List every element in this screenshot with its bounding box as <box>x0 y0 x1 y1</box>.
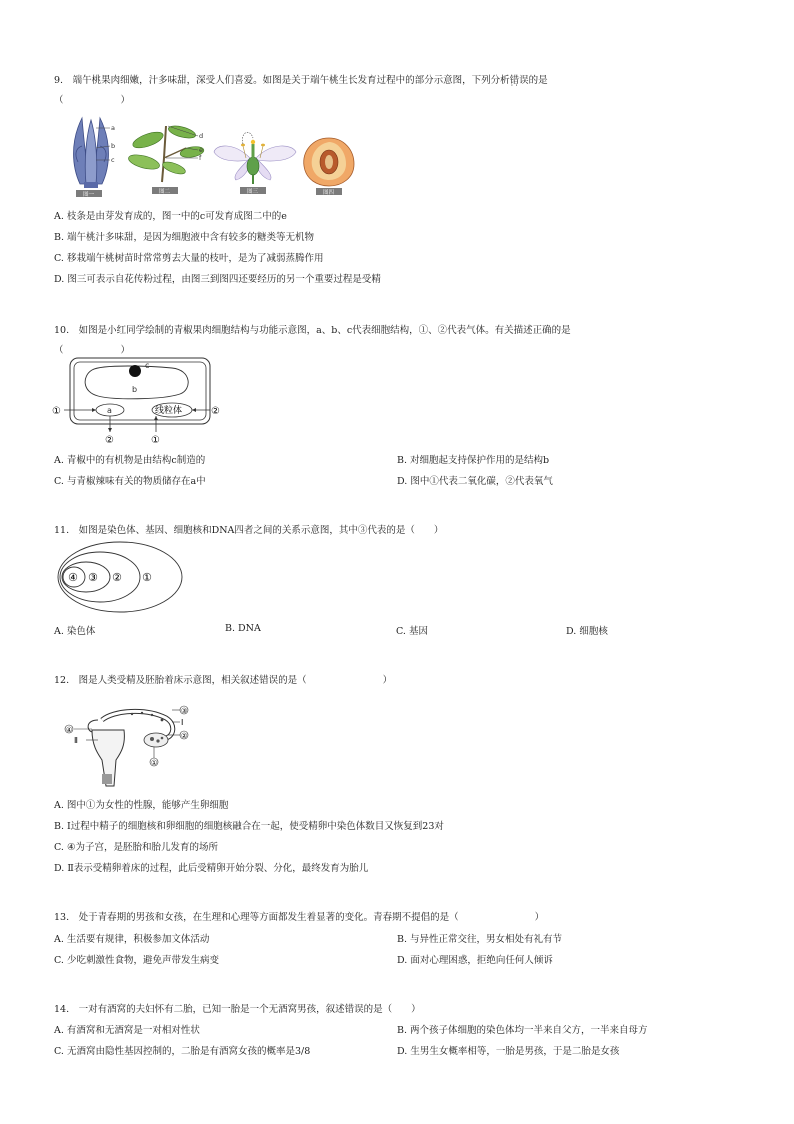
q13-option-d[interactable]: D. 面对心理困惑，拒绝向任何人倾诉 <box>397 955 553 966</box>
q10-answer-paren: （ ） <box>54 345 131 356</box>
fig2-caption: 图二 <box>159 189 171 195</box>
q10-label-mitochondria: 线粒体 <box>155 406 183 416</box>
q12-option-d[interactable]: D. Ⅱ表示受精卵着床的过程，此后受精卵开始分裂、分化，最终发育为胎儿 <box>54 863 369 874</box>
q10-option-a[interactable]: A. 青椒中的有机物是由结构c制造的 <box>54 455 206 466</box>
q12-stem: 12. 图是人类受精及胚胎着床示意图，相关叙述错误的是（ ） <box>54 675 393 686</box>
q9-stem: 9. 端午桃果肉细嫩，汁多味甜，深受人们喜爱。如图是关于端午桃生长发育过程中的部分示意图，下列分析错误 ‧‧的是 <box>54 72 548 86</box>
q9-option-c[interactable]: C. 移栽端午桃树苗时常常剪去大量的枝叶，是为了减弱蒸腾作用 <box>54 253 324 264</box>
q14-option-d[interactable]: D. 生男生女概率相等，一胎是男孩，于是二胎是女孩 <box>397 1046 620 1057</box>
circle-label-1: ① <box>142 571 152 584</box>
q12-label-II: Ⅱ <box>74 736 78 745</box>
q10-gas-2-bottom: ② <box>105 435 114 446</box>
fig1-letter-b: b <box>111 142 116 150</box>
q13-option-a[interactable]: A. 生活要有规律，积极参加文体活动 <box>54 934 210 945</box>
q14-stem: 14. 一对有酒窝的夫妇怀有二胎，已知一胎是一个无酒窝男孩，叙述错误的是（ ） <box>54 1004 421 1015</box>
q10-label-b: b <box>132 385 138 394</box>
circle-label-2: ② <box>112 571 122 584</box>
q9-answer-paren: （ ） <box>54 95 131 106</box>
q9-option-a[interactable]: A. 枝条是由芽发育成的，图一中的c可发育成图二中的e <box>54 211 287 222</box>
fig3-caption: 图三 <box>247 189 259 195</box>
q10-option-c[interactable]: C. 与青椒辣味有关的物质储存在a中 <box>54 476 206 487</box>
q10-option-b[interactable]: B. 对细胞起支持保护作用的是结构b <box>397 455 550 466</box>
circle-label-3: ③ <box>88 571 98 584</box>
q10-cell-diagram <box>52 356 222 446</box>
fig1-letter-c: c <box>111 156 115 164</box>
q12-option-c[interactable]: C. ④为子宫，是胚胎和胎儿发育的场所 <box>54 842 218 853</box>
q11-nested-circles <box>56 540 186 616</box>
q10-stem: 10. 如图是小红同学绘制的青椒果肉细胞结构与功能示意图，a、b、c代表细胞结构，①、②代表气体。有关描述正确的是 <box>54 325 571 336</box>
q9-figure-1-bud <box>62 112 122 196</box>
q12-option-b[interactable]: B. Ⅰ过程中精子的细胞核和卵细胞的细胞核融合在一起，使受精卵中染色体数目又恢复到23对 <box>54 821 444 832</box>
fig2-letter-e: e <box>199 146 203 154</box>
q14-option-b[interactable]: B. 两个孩子体细胞的染色体均一半来自父方，一半来自母方 <box>397 1025 648 1036</box>
q10-gas-1-bottom: ① <box>151 435 160 446</box>
q12-label-I: Ⅰ <box>181 718 184 727</box>
q12-label-2: ② <box>181 732 188 740</box>
q12-option-a[interactable]: A. 图中①为女性的性腺，能够产生卵细胞 <box>54 800 229 811</box>
q13-stem: 13. 处于青春期的男孩和女孩，在生理和心理等方面都发生着显著的变化。青春期不提倡的是（ ） <box>54 912 545 923</box>
q14-option-c[interactable]: C. 无酒窝由隐性基因控制的，二胎是有酒窝女孩的概率是3/8 <box>54 1046 311 1057</box>
q14-option-a[interactable]: A. 有酒窝和无酒窝是一对相对性状 <box>54 1025 200 1036</box>
q13-option-c[interactable]: C. 少吃刺激性食物，避免声带发生病变 <box>54 955 219 966</box>
q11-stem: 11. 如图是染色体、基因、细胞核和DNA四者之间的关系示意图，其中③代表的是（ ） <box>54 525 444 536</box>
q10-label-a: a <box>107 406 112 415</box>
q12-reproductive-diagram <box>62 702 202 792</box>
q11-option-d[interactable]: D. 细胞核 <box>566 626 608 637</box>
fig2-letter-d: d <box>199 132 204 140</box>
q9-option-d[interactable]: D. 图三可表示自花传粉过程，由图三到图四还要经历的另一个重要过程是受精 <box>54 274 381 285</box>
q9-emphasis: 错误 ‧‧ <box>510 75 529 86</box>
q12-label-3: ③ <box>181 707 188 715</box>
q9-figure-2-branch <box>120 118 210 196</box>
q11-option-b[interactable]: B. DNA <box>225 623 261 634</box>
q12-label-4: ④ <box>66 726 73 734</box>
q10-gas-1-left: ① <box>52 406 61 417</box>
q10-option-d[interactable]: D. 图中①代表二氧化碳，②代表氧气 <box>397 476 553 487</box>
q9-figure-4-peach <box>298 134 360 196</box>
q10-label-c: c <box>145 361 150 370</box>
q12-label-1: ① <box>151 759 158 767</box>
fig2-letter-f: f <box>199 154 202 162</box>
fig4-caption: 图四 <box>323 190 335 196</box>
q9-figure-3-flower <box>210 122 300 196</box>
q11-option-a[interactable]: A. 染色体 <box>54 626 96 637</box>
q9-option-b[interactable]: B. 端午桃汁多味甜，是因为细胞液中含有较多的糖类等无机物 <box>54 232 315 243</box>
q11-option-c[interactable]: C. 基因 <box>396 626 428 637</box>
q10-gas-2-right: ② <box>211 406 220 417</box>
fig1-letter-a: a <box>111 124 115 132</box>
circle-label-4: ④ <box>68 571 78 584</box>
fig1-caption: 图一 <box>83 192 95 198</box>
q13-option-b[interactable]: B. 与异性正常交往，男女相处有礼有节 <box>397 934 563 945</box>
